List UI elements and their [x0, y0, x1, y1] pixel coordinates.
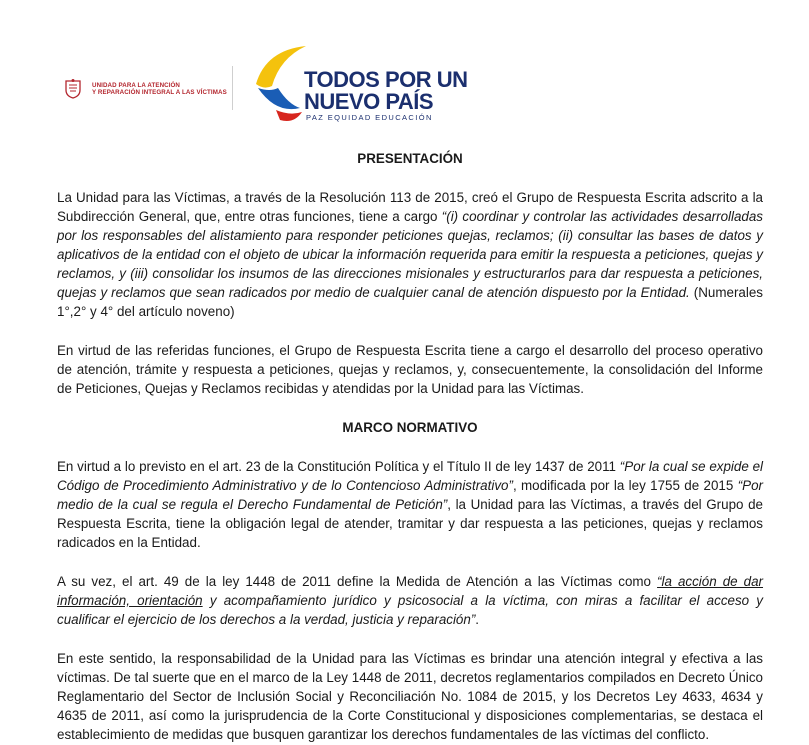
presentacion-paragraph-2: En virtud de las referidas funciones, el Grupo de Respuesta Escrita tiene a cargo el desarrollo del proceso operativo de atención, trámite y respuesta a peticiones, quejas y reclamos, y, consecuentemente, la consolidación del Informe de Peticiones, Quejas y Reclamos recibidas y atendidas por la Unidad para las Víctimas. [57, 343, 763, 396]
unit-name-line2: Y REPARACIÓN INTEGRAL A LAS VÍCTIMAS [92, 89, 227, 96]
colombia-crest-icon [62, 78, 84, 100]
unidad-victimas-text [92, 82, 227, 96]
section-title-marco-normativo: MARCO NORMATIVO [342, 420, 478, 435]
marco-paragraph-3: En este sentido, la responsabilidad de la Unidad para las Víctimas es brindar una atención integral y efectiva a las víctimas. De tal suerte que en el marco de la Ley 1448 de 2011, decretos reglamentarios compilados en Decreto Único Reglamentario del Sector de Inclusión Social y Reconciliación No. 1084 de 2015, y los Decretos Ley 4633, 4634 y 4635 de 2011, así como la jurisprudencia de la Corte Constitucional y disposiciones complementarias, se destaca el establecimiento de medidas que busquen garantizar los derechos fundamentales de las víctimas del conflicto. [57, 651, 763, 742]
slogan-line2: NUEVO PAÍS [304, 89, 434, 114]
document-header [0, 0, 809, 140]
document-body [57, 149, 763, 744]
todos-por-un-nuevo-pais-logo [246, 40, 468, 130]
slogan-line1: TODOS POR UN [304, 67, 468, 92]
marco-paragraph-1: En virtud a lo previsto en el art. 23 de la Constitución Política y el Título II de ley 1437 de 2011 “Por la cual se expide el Código de Procedimiento Administrativo y de lo Contencioso Administrativo”, modificada por la ley 1755 de 2015 “Por medio de la cual se regula el Derecho Fundamental de Petición”, la Unidad para las Víctimas, a través del Grupo de Respuesta Escrita, tiene la obligación legal de atender, tramitar y dar respuesta a las peticiones, quejas y reclamos radicados en la Entidad. [57, 459, 763, 550]
section-title-presentacion: PRESENTACIÓN [357, 151, 463, 166]
unit-name-line1: UNIDAD PARA LA ATENCIÓN [92, 82, 181, 89]
country-shape-icon [246, 40, 310, 130]
logo-divider [232, 66, 233, 110]
presentacion-paragraph-1: La Unidad para las Víctimas, a través de la Resolución 113 de 2015, creó el Grupo de Respuesta Escrita adscrito a la Subdirección General, que, entre otras funciones, tiene a cargo “(i) coordinar y controlar las actividades desarrolladas por los responsables del alistamiento para responder peticiones quejas, reclamos; (ii) consultar las bases de datos y aplicativos de la entidad con el objeto de ubicar la información requerida para emitir la respuesta a peticiones, quejas y reclamos, y (iii) consolidar los insumos de las direcciones misionales y estructurarlos para dar respuesta a peticiones, quejas y reclamos que sean radicados por medio de cualquier canal de atención dispuesto por la Entidad. (Numerales 1°,2° y 4° del artículo noveno) [57, 190, 763, 319]
slogan-tagline: PAZ EQUIDAD EDUCACIÓN [306, 113, 433, 122]
marco-paragraph-2: A su vez, el art. 49 de la ley 1448 de 2011 define la Medida de Atención a las Víctimas como “la acción de dar información, orientación y acompañamiento jurídico y psicosocial a la víctima, con miras a facilitar el acceso y cualificar el ejercicio de los derechos a la verdad, justicia y reparación”. [57, 574, 764, 627]
unidad-victimas-logo [62, 72, 232, 106]
